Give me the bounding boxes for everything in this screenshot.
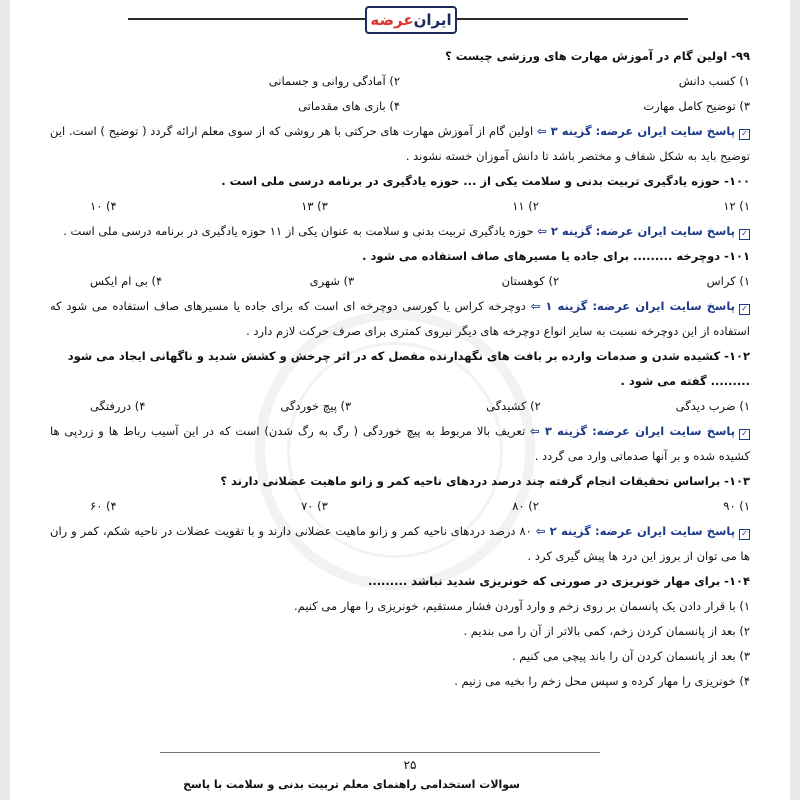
answer-101 [50, 294, 750, 344]
question-104: ۱۰۴- برای مهار خونریزی در صورتی که خونریزی شدید نباشد ......... [367, 574, 750, 588]
answer-label: پاسخ سایت ایران عرضه: گزینه ۳ ⇦ [530, 424, 736, 438]
logo-accent: عرضه [370, 11, 414, 29]
option: ۴) بی ام ایکس [90, 274, 163, 288]
document-page [10, 0, 790, 800]
footer-title: سوالات استخدامی راهنمای معلم تربیت بدنی و سلامت با پاسخ [183, 778, 520, 791]
answer-102 [50, 419, 750, 469]
answer-text: اولین گام از آموزش مهارت های حرکتی با هر روشی که از سوی معلم ارائه گردد ( توضیح ) است. این توضیح باید به شکل شفاف و مختصر باشد تا دانش آموزان خسته نشوند . [50, 124, 750, 163]
option: ۲) کشیدگی [486, 399, 541, 413]
option: ۱) ۹۰ [723, 499, 750, 513]
options-101 [50, 269, 750, 294]
checkbox-icon: ✓ [739, 129, 750, 140]
option: ۲) بعد از پانسمان کردن زخم، کمی بالاتر از آن را می بندیم . [463, 624, 750, 638]
question-102: ۱۰۲- کشیده شدن و صدمات وارده بر بافت های نگهدارنده مفصل که در اثر چرخش و کشش شدید و ناگهانی ایجاد می شود ......... گفته می شود . [67, 349, 750, 388]
option: ۲) کوهستان [501, 274, 560, 288]
checkbox-icon: ✓ [739, 529, 750, 540]
answer-label: پاسخ سایت ایران عرضه: گزینه ۱ ⇦ [530, 299, 735, 313]
option: ۳) توضیح کامل مهارت [643, 99, 750, 113]
option: ۴) بازی های مقدماتی [298, 99, 400, 113]
answer-label: پاسخ سایت ایران عرضه: گزینه ۳ ⇦ [536, 124, 736, 138]
iran-arze-logo [365, 6, 457, 34]
question-101: ۱۰۱- دوچرخه ......... برای جاده یا مسیرهای صاف استفاده می شود . [362, 249, 750, 263]
footer-rule [160, 752, 600, 753]
page-number: ۲۵ [403, 758, 417, 772]
option: ۳) ۷۰ [301, 499, 328, 513]
answer-99 [50, 119, 750, 169]
option: ۳) شهری [309, 274, 355, 288]
option: ۴) ۱۰ [90, 199, 117, 213]
option: ۲) آمادگی روانی و جسمانی [268, 74, 400, 88]
answer-text: ۸۰ درصد دردهای ناحیه کمر و زانو ماهیت عضلانی دارند و با تقویت عضلات در ناحیه شکم، کمر و ران ها می توان از بروز این درد ها پیش گیری کرد . [50, 524, 750, 563]
option: ۲) ۱۱ [512, 199, 539, 213]
option: ۱) با قرار دادن یک پانسمان بر روی زخم و وارد آوردن فشار مستقیم، خونریزی را مهار می کنیم. [294, 599, 750, 613]
answer-text: دوچرخه کراس یا کورسی دوچرخه ای است که برای جاده یا مسیرهای صاف استفاده می شود که استفاده از این دوچرخه نسبت به سایر انواع دوچرخه های دیگر نیروی کمتری برای صرف حرکت لازم دارد . [50, 299, 750, 338]
option: ۲) ۸۰ [512, 499, 539, 513]
logo-text: ایران [413, 11, 452, 29]
checkbox-icon: ✓ [739, 429, 750, 440]
answer-text: حوزه یادگیری تربیت بدنی و سلامت به عنوان یکی از ۱۱ حوزه یادگیری در برنامه درسی ملی است . [63, 224, 534, 238]
options-99 [50, 69, 750, 119]
option: ۴) دررفتگی [90, 399, 146, 413]
option: ۱) کسب دانش [678, 74, 750, 88]
option: ۳) ۱۳ [301, 199, 328, 213]
option: ۴) ۶۰ [90, 499, 117, 513]
question-99: ۹۹- اولین گام در آموزش مهارت های ورزشی چیست ؟ [445, 49, 750, 63]
answer-text: تعریف بالا مربوط به پیچ خوردگی ( رگ به رگ شدن) است که در این آسیب رباط ها و زردپی ها کشیده شده و بر آنها صدماتی وارد می گردد . [50, 424, 750, 463]
option: ۱) کراس [706, 274, 750, 288]
checkbox-icon: ✓ [739, 304, 750, 315]
options-102 [50, 394, 750, 419]
questions-content [50, 44, 750, 694]
options-100 [50, 194, 750, 219]
checkbox-icon: ✓ [739, 229, 750, 240]
answer-label: پاسخ سایت ایران عرضه: گزینه ۲ ⇦ [537, 224, 735, 238]
answer-label: پاسخ سایت ایران عرضه: گزینه ۲ ⇦ [535, 524, 736, 538]
option: ۱) ۱۲ [723, 199, 750, 213]
question-100: ۱۰۰- حوزه یادگیری تربیت بدنی و سلامت یکی از ... حوزه یادگیری در برنامه درسی ملی است . [221, 174, 750, 188]
option: ۳) بعد از پانسمان کردن آن را باند پیچی می کنیم . [511, 649, 750, 663]
options-103 [50, 494, 750, 519]
option: ۳) پیچ خوردگی [280, 399, 352, 413]
option: ۴) خونریزی را مهار کرده و سپس محل زخم را بخیه می زنیم . [454, 674, 750, 688]
answer-100 [50, 219, 750, 244]
option: ۱) ضرب دیدگی [675, 399, 750, 413]
answer-103 [50, 519, 750, 569]
question-103: ۱۰۳- براساس تحقیقات انجام گرفته چند درصد دردهای ناحیه کمر و زانو ماهیت عضلانی دارند ؟ [220, 474, 750, 488]
